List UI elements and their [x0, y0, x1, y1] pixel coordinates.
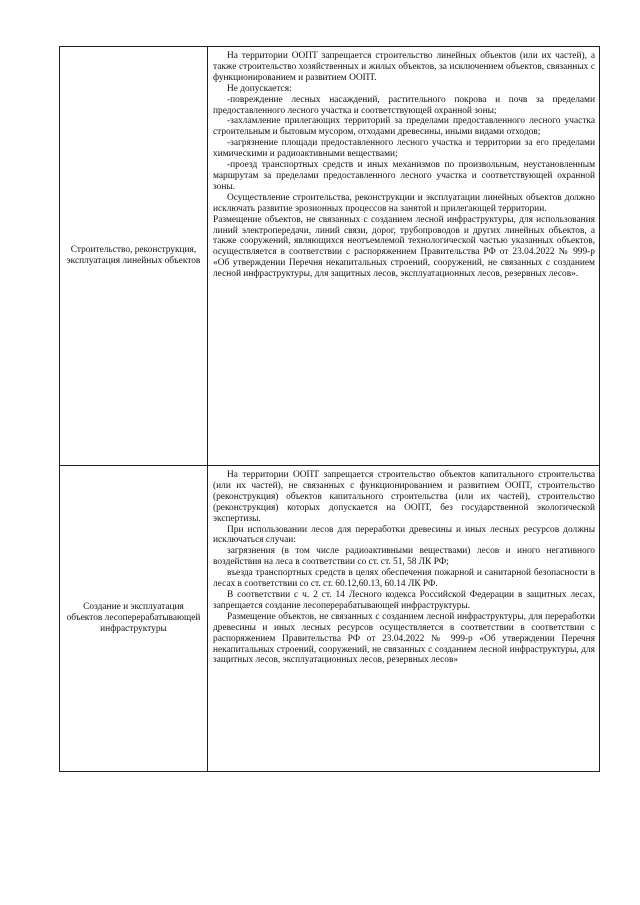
requirements-cell — [208, 466, 600, 772]
paragraph: На территории ООПТ запрещается строительство объектов капитального строительства (или их частей), не связанных с функционированием и развитием ООПТ, строительство (реконструкция) объектов капитального строительства (или их частей), строительство (реконструкция) которых допускается на ООПТ, без государственной экологической экспертизы. — [213, 470, 595, 524]
paragraph: -повреждение лесных насаждений, растительного покрова и почв за пределами предоставленного лесного участка и соответствующей охранной зоны; — [213, 94, 595, 116]
paragraph: Размещение объектов, не связанных с созданием лесной инфраструктуры, для переработки древесины и иных лесных ресурсов осуществляется в соответствии в соответствии с распоряжением Правительства РФ от 23.04.2022 № 999-р «Об утверждении Перечня некапитальных строений, сооружений, не связанных с созданием лесной инфраструктуры, для защитных лесов, эксплуатационных лесов, резервных лесов» — [213, 611, 595, 666]
paragraph: Не допускается: — [227, 83, 292, 94]
paragraph: Осуществление строительства, реконструкции и эксплуатации линейных объектов должно исключать развитие эрозионных процессов на занятой и прилегающей территории. — [213, 192, 595, 214]
regulations-table — [59, 46, 600, 772]
activity-label-cell — [60, 466, 208, 772]
paragraph: В соответствии с ч. 2 ст. 14 Лесного кодекса Российской Федерации в защитных лесах, запрещается создание лесоперерабатывающей инфраструктуры. — [213, 589, 595, 611]
activity-label-cell — [60, 47, 208, 466]
activity-label: Строительство, реконструкция, эксплуатация линейных объектов — [66, 245, 201, 266]
table-row — [60, 466, 600, 772]
paragraph: -проезд транспортных средств и иных механизмов по произвольным, неустановленным маршрутам за пределами предоставленного лесного участка и соответствующей охранной зоны. — [213, 160, 595, 192]
paragraph: загрязнения (в том числе радиоактивными веществами) лесов и иного негативного воздействия на леса в соответствии со ст. ст. 51, 58 ЛК РФ; — [213, 546, 595, 568]
paragraph: -захламление прилегающих территорий за пределами предоставленного лесного участка строительным и бытовым мусором, отходами древесины, иными видами отходов; — [213, 116, 595, 138]
paragraph: При использовании лесов для переработки древесины и иных лесных ресурсов должны исключаться случаи: — [213, 524, 595, 546]
table-row — [60, 47, 600, 466]
activity-label: Создание и эксплуатация объектов лесоперерабатывающей инфраструктуры — [66, 602, 201, 634]
paragraph: въезда транспортных средств в целях обеспечения пожарной и санитарной безопасности в лесах в соответствии со ст. ст. 60.12,60.13, 60.14 ЛК РФ. — [213, 568, 595, 590]
paragraph: Размещение объектов, не связанных с созданием лесной инфраструктуры, для использования линий электропередачи, линий связи, дорог, трубопроводов и других линейных объектов, а также сооружений, являющихся неотъемлемой технологической частью указанных объектов, осуществляется в соответствии с распоряжением Правительства РФ от 23.04.2022 № 999-р «Об утверждении Перечня некапитальных строений, сооружений, не связанных с созданием лесной инфраструктуры, для защитных лесов, эксплуатационных лесов, резервных лесов». — [213, 214, 595, 280]
requirements-cell — [208, 47, 600, 466]
paragraph: На территории ООПТ запрещается строительство линейных объектов (или их частей), а также строительство хозяйственных и жилых объектов, за исключением объектов, связанных с функционированием и развитием ООПТ. — [213, 51, 595, 83]
paragraph: -загрязнение площади предоставленного лесного участка и территории за его пределами химическими и радиоактивными веществами; — [213, 138, 595, 160]
